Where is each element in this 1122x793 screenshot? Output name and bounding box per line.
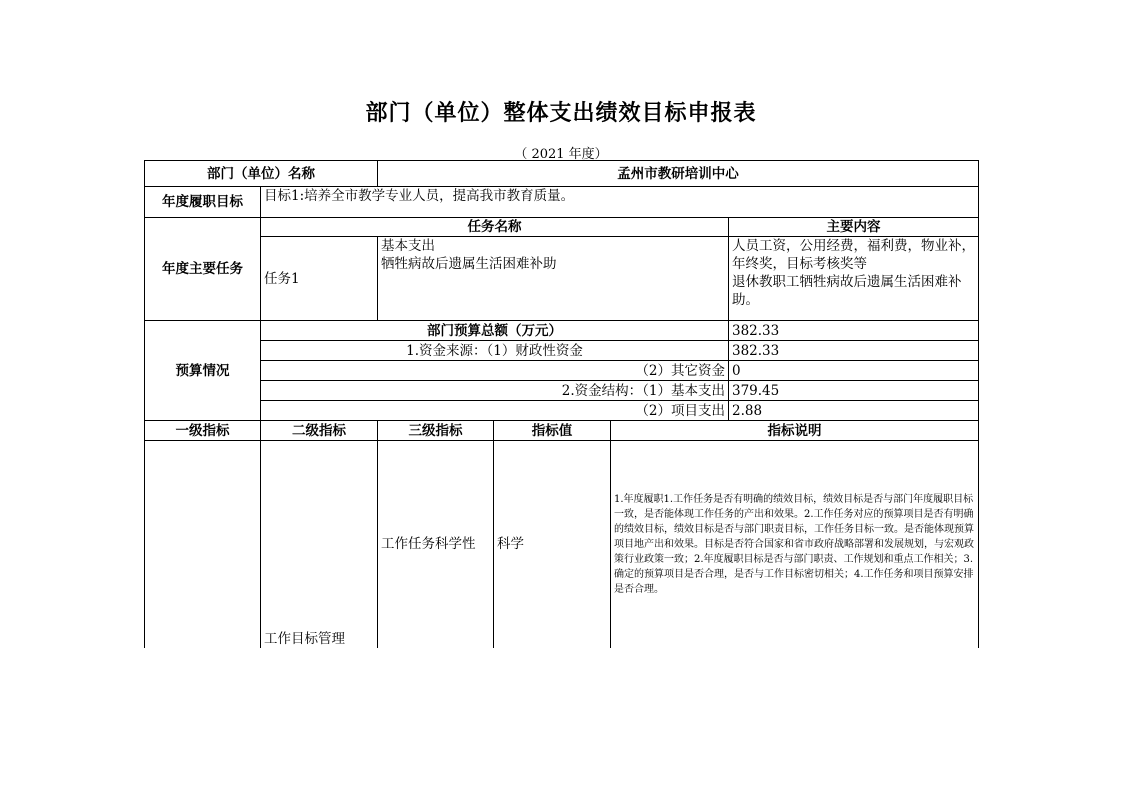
unit-row [145,161,979,187]
budget-source1-value: 382.33 [729,341,979,361]
annual-goal-value: 目标1:培养全市教学专业人员，提高我市教育质量。 [261,187,979,218]
budget-label: 预算情况 [145,321,261,421]
task-content-line2: 退休教职工牺牲病故后遗属生活困难补助。 [732,274,962,308]
tasks-header-content: 主要内容 [729,218,979,237]
budget-struct1-label: 2.资金结构：（1）基本支出 [261,381,729,401]
task-name-line2: 牺牲病故后遗属生活困难补助 [381,256,557,272]
year-label: （ 2021 年度） [514,147,608,162]
annual-goal-label: 年度履职目标 [145,187,261,218]
budget-source1-label: 1.资金来源：（1）财政性资金 [261,341,729,361]
indicator-header-level2: 二级指标 [261,421,378,441]
budget-total-value: 382.33 [729,321,979,341]
budget-source2-label: （2）其它资金 [261,361,729,381]
budget-total-row [145,321,979,341]
indicator-level3-cell: 工作任务科学性 [378,441,494,648]
task-row-label: 任务1 [261,237,378,321]
indicator-header-row [145,421,979,441]
task-name-cell [378,237,729,321]
indicator-value-cell: 科学 [494,441,611,648]
budget-struct1-value: 379.45 [729,381,979,401]
page-title: 部门（单位）整体支出绩效目标申报表 [365,101,757,126]
indicator-row [145,441,979,648]
task-name-line1: 基本支出 [381,238,435,254]
tasks-header-name: 任务名称 [261,218,729,237]
unit-name-value: 孟州市教研培训中心 [378,161,979,187]
budget-struct2-label: （2）项目支出 [261,401,729,421]
indicator-header-description: 指标说明 [611,421,979,441]
budget-struct2-value: 2.88 [729,401,979,421]
task-content-line1: 人员工资，公用经费，福利费，物业补，年终奖，目标考核奖等 [732,238,975,272]
budget-struct2-row [145,401,979,421]
indicator-level2-cell: 工作目标管理 [261,441,378,648]
tasks-header-row [145,218,979,237]
task-content-cell [729,237,979,321]
performance-goal-form [144,160,979,648]
indicator-header-level1: 一级指标 [145,421,261,441]
task-row [145,237,979,321]
indicator-header-level3: 三级指标 [378,421,494,441]
tasks-label: 年度主要任务 [145,218,261,321]
budget-source1-row [145,341,979,361]
budget-source2-row [145,361,979,381]
budget-total-label: 部门预算总额（万元） [261,321,729,341]
budget-source2-value: 0 [729,361,979,381]
indicator-header-value: 指标值 [494,421,611,441]
budget-struct1-row [145,381,979,401]
indicator-description-cell: 1.年度履职1.工作任务是否有明确的绩效目标，绩效目标是否与部门年度履职目标一致，是否能体现工作任务的产出和效果。2.工作任务对应的预算项目是否有明确的绩效目标，绩效目标是否与部门职责目标，工作任务目标一致。是否能体现预算项目地产出和效果。目标是否符合国家和省市政府战略部署和发展规划，与宏观政策行业政策一致；2.年度履职目标是否与部门职责、工作规划和重点工作相关；3.确定的预算项目是否合理，是否与工作目标密切相关；4.工作任务和项目预算安排是否合理。 [611,441,979,648]
unit-name-label: 部门（单位）名称 [145,161,378,187]
annual-goal-row [145,187,979,218]
indicator-level1-cell [145,441,261,648]
